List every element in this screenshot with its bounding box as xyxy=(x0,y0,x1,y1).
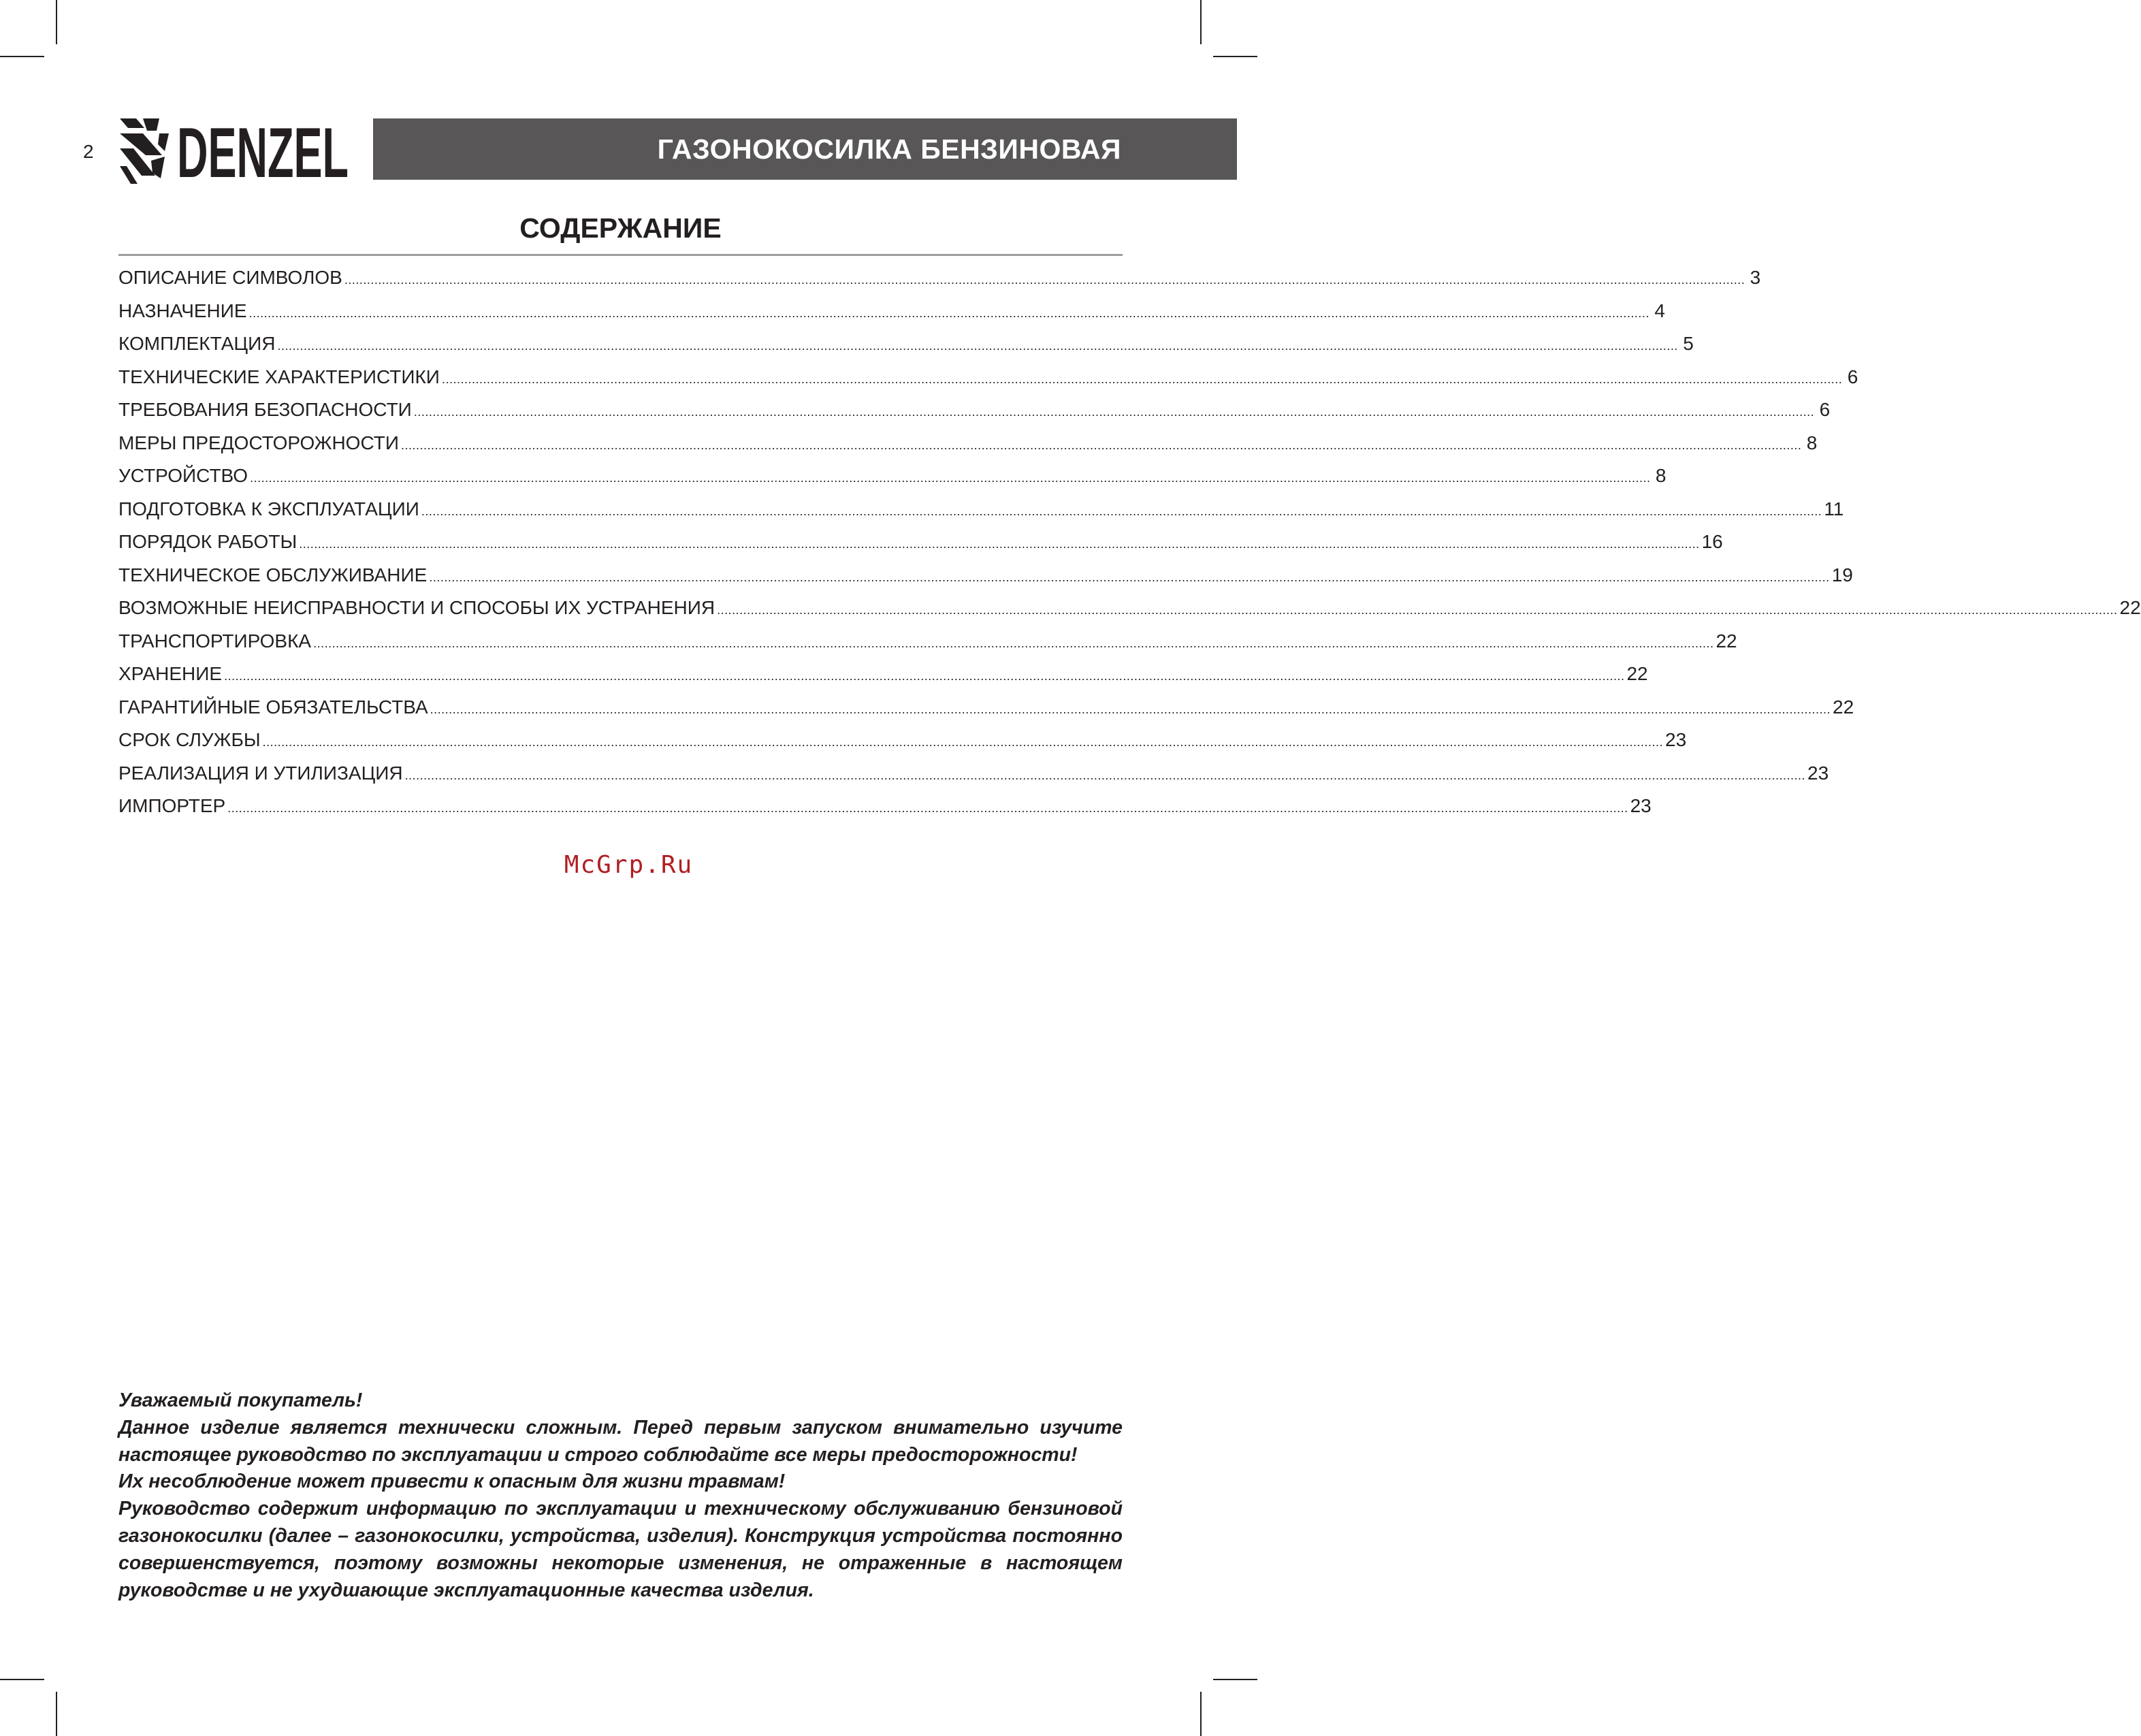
toc-item[interactable] xyxy=(118,795,1652,829)
toc-item[interactable] xyxy=(118,432,1818,466)
notice-paragraph: Руководство содержит информацию по эксплуатации и техническому обслуживанию бензиновой газонокосилки (далее – газонокосилки, устройства, изделия). Конструкция устройства постоянно совершенствуется, поэтому возможны некоторые изменения, не отраженные в настоящем руководстве и не ухудшающие эксплуатационные качества изделия. xyxy=(118,1498,1123,1601)
toc-item-label: ТРЕБОВАНИЯ БЕЗОПАСНОСТИ xyxy=(118,399,412,420)
toc-item[interactable] xyxy=(118,366,1858,400)
toc-item[interactable] xyxy=(118,762,1829,796)
toc-item-page: 22 xyxy=(1716,630,1737,652)
toc-item-label: ВОЗМОЖНЫЕ НЕИСПРАВНОСТИ И СПОСОБЫ ИХ УСТРАНЕНИЯ xyxy=(118,597,715,618)
toc-item-page: 19 xyxy=(1831,564,1853,585)
toc-item[interactable] xyxy=(118,498,1844,532)
toc-item-page: 11 xyxy=(1824,498,1844,519)
page-number: 2 xyxy=(83,141,94,162)
toc-item-page: 8 xyxy=(1806,432,1818,453)
toc-item[interactable] xyxy=(118,465,1667,498)
toc-item-page: 6 xyxy=(1847,366,1858,387)
brand-name: DENZEL xyxy=(177,114,349,193)
toc-item[interactable] xyxy=(118,267,1761,300)
toc-item-page: 3 xyxy=(1750,267,1761,288)
toc-leader-dots xyxy=(299,531,1699,553)
toc-item[interactable] xyxy=(118,696,1854,730)
toc-leader-dots xyxy=(249,300,1649,322)
toc-item-label: ИМПОРТЕР xyxy=(118,795,226,816)
toc-item-label: ПОРЯДОК РАБОТЫ xyxy=(118,531,297,552)
toc-item[interactable] xyxy=(118,399,1831,432)
toc-item-label: РЕАЛИЗАЦИЯ И УТИЛИЗАЦИЯ xyxy=(118,762,403,784)
toc-leader-dots xyxy=(421,498,1822,520)
toc-item-label: ПОДГОТОВКА К ЭКСПЛУАТАЦИИ xyxy=(118,498,419,519)
toc-item[interactable] xyxy=(118,630,1737,664)
denzel-logo-icon xyxy=(120,118,169,184)
crop-mark xyxy=(56,1692,57,1736)
toc-leader-dots xyxy=(414,399,1814,421)
toc-item-label: НАЗНАЧЕНИЕ xyxy=(118,300,247,321)
toc-item-page: 22 xyxy=(1626,663,1648,684)
header-title: ГАЗОНОКОСИЛКА БЕНЗИНОВАЯ xyxy=(657,133,1121,165)
toc-item-page: 8 xyxy=(1655,465,1667,486)
crop-mark xyxy=(1213,56,1257,57)
crop-mark xyxy=(1200,1692,1202,1736)
toc-leader-dots xyxy=(405,762,1805,784)
toc-item-page: 4 xyxy=(1654,300,1665,321)
toc-leader-dots xyxy=(313,630,1713,652)
table-of-contents xyxy=(118,267,2141,829)
customer-notice xyxy=(118,1387,1123,1604)
toc-item[interactable] xyxy=(118,729,1687,762)
toc-leader-dots xyxy=(227,795,1628,817)
toc-leader-dots xyxy=(442,366,1842,388)
crop-mark xyxy=(1213,1679,1257,1680)
toc-leader-dots xyxy=(278,333,1678,355)
toc-leader-dots xyxy=(429,564,1829,586)
toc-item[interactable] xyxy=(118,333,1694,366)
toc-item[interactable] xyxy=(118,597,2141,630)
toc-title: СОДЕРЖАНИЕ xyxy=(519,212,722,244)
toc-item-label: СРОК СЛУЖБЫ xyxy=(118,729,261,750)
toc-item[interactable] xyxy=(118,564,1853,598)
toc-item[interactable] xyxy=(118,531,1723,564)
toc-item-label: КОМПЛЕКТАЦИЯ xyxy=(118,333,276,354)
toc-item-page: 23 xyxy=(1630,795,1652,816)
header-bar xyxy=(373,118,1237,180)
toc-item-page: 22 xyxy=(2119,597,2141,618)
crop-mark xyxy=(0,56,44,57)
toc-item-page: 6 xyxy=(1819,399,1831,420)
notice-greeting: Уважаемый покупатель! xyxy=(118,1389,363,1411)
toc-item[interactable] xyxy=(118,300,1665,334)
toc-leader-dots xyxy=(224,663,1624,685)
toc-item[interactable] xyxy=(118,663,1648,696)
crop-mark xyxy=(56,0,57,44)
toc-leader-dots xyxy=(344,267,1745,289)
crop-mark xyxy=(1200,0,1202,44)
toc-item-label: ТРАНСПОРТИРОВКА xyxy=(118,630,312,652)
crop-mark xyxy=(0,1679,44,1680)
toc-leader-dots xyxy=(430,696,1831,718)
watermark: McGrp.Ru xyxy=(564,851,694,879)
toc-item-label: ХРАНЕНИЕ xyxy=(118,663,223,684)
notice-paragraph: Их несоблюдение может привести к опасным для жизни травмам! xyxy=(118,1470,786,1493)
toc-leader-dots xyxy=(250,465,1650,487)
toc-item-page: 22 xyxy=(1833,696,1854,718)
toc-leader-dots xyxy=(263,729,1663,751)
toc-item-page: 16 xyxy=(1701,531,1723,552)
toc-item-label: МЕРЫ ПРЕДОСТОРОЖНОСТИ xyxy=(118,432,399,453)
toc-divider xyxy=(118,254,1123,256)
notice-paragraph: Данное изделие является технически сложным. Перед первым запуском внимательно изучите настоящее руководство по эксплуатации и строго соблюдайте все меры предосторожности! xyxy=(118,1416,1123,1466)
toc-leader-dots xyxy=(717,597,2117,619)
toc-item-label: ГАРАНТИЙНЫЕ ОБЯЗАТЕЛЬСТВА xyxy=(118,696,428,718)
toc-item-page: 23 xyxy=(1807,762,1829,784)
toc-item-page: 5 xyxy=(1683,333,1694,354)
toc-item-label: ТЕХНИЧЕСКОЕ ОБСЛУЖИВАНИЕ xyxy=(118,564,428,585)
toc-item-label: ТЕХНИЧЕСКИЕ ХАРАКТЕРИСТИКИ xyxy=(118,366,440,387)
toc-item-page: 23 xyxy=(1665,729,1687,750)
denzel-logo xyxy=(117,113,352,193)
toc-leader-dots xyxy=(401,432,1801,454)
toc-item-label: УСТРОЙСТВО xyxy=(118,465,248,486)
toc-item-label: ОПИСАНИЕ СИМВОЛОВ xyxy=(118,267,342,288)
